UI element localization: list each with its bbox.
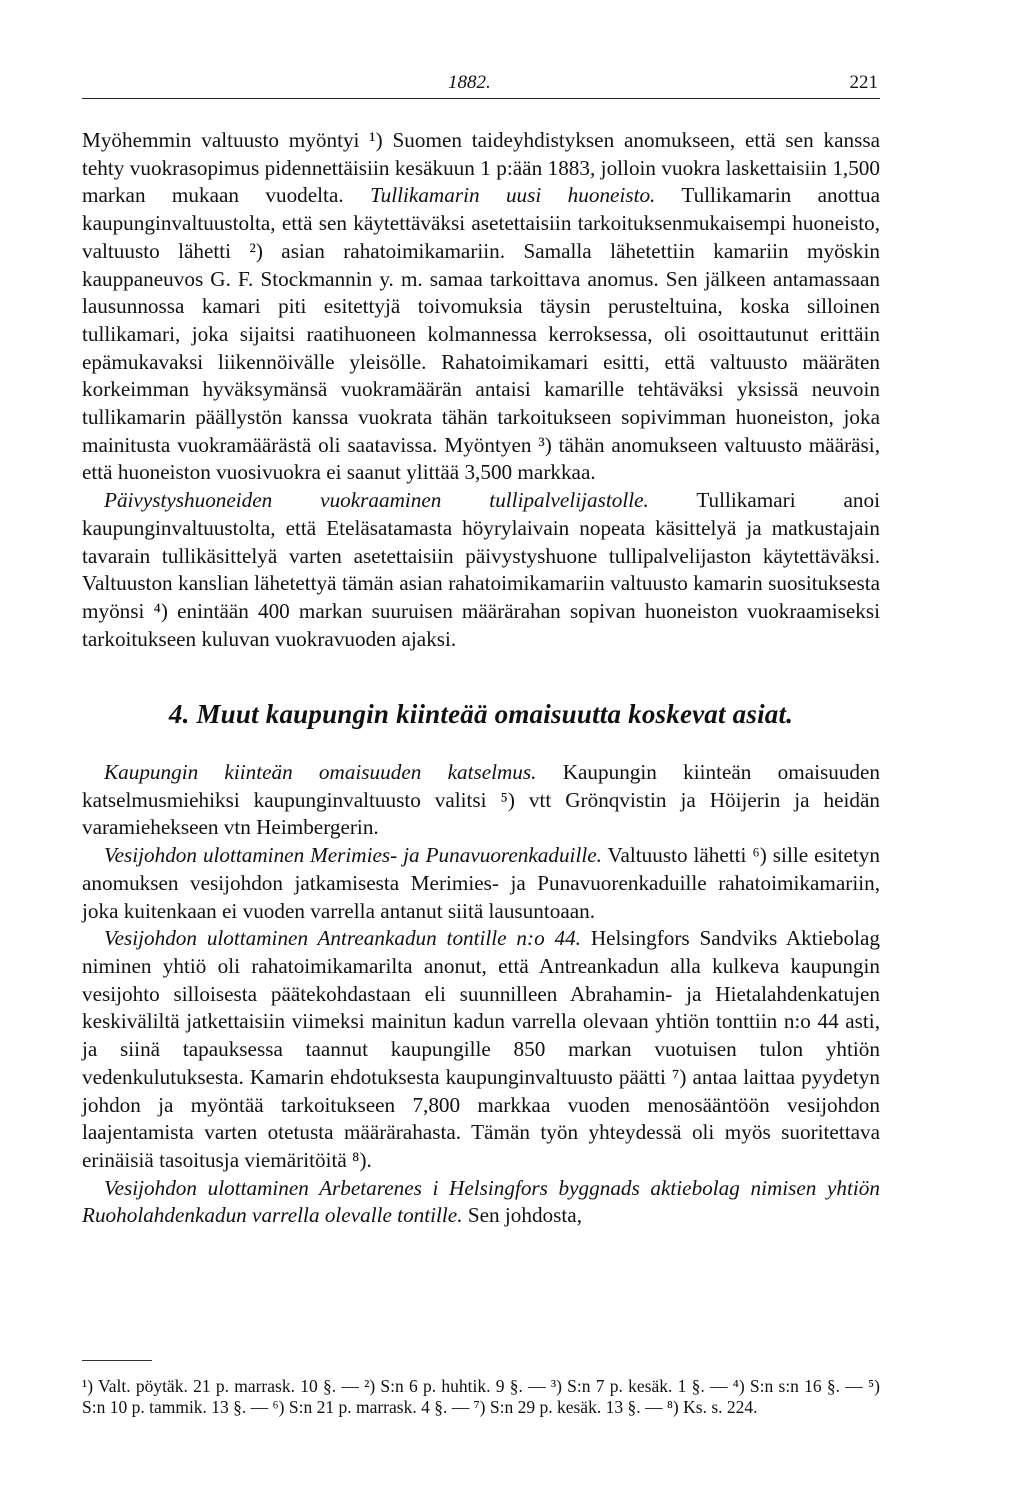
paragraph-text: Valtuusto lähetti ⁶) sille esitetyn anomuksen vesijohdon jatkamisesta Merimies- ja Punavuorenkaduille rahatoimikamariin, joka kuitenkaan ei vuoden varrella antanut siitä lausuntoaan. <box>82 843 880 923</box>
header-year: 1882. <box>448 72 491 93</box>
paragraph-title: Päivystyshuoneiden vuokraaminen tullipalvelijastolle. <box>104 488 649 513</box>
page-number: 221 <box>849 72 878 93</box>
running-header <box>82 72 880 99</box>
paragraph <box>82 127 880 487</box>
main-text <box>82 127 880 1230</box>
paragraph-text: Kaupungin kiinteän omaisuuden katselmusmiehiksi kaupunginvaltuusto valitsi ⁵) vtt Grönqvistin ja Höijerin ja heidän varamiehekseen vtn Heimbergerin. <box>82 760 881 840</box>
paragraph-title: Kaupungin kiinteän omaisuuden katselmus. <box>104 760 537 785</box>
section-heading: 4. Muut kaupungin kiinteää omaisuutta koskevat asiat. <box>168 699 794 730</box>
paragraph <box>82 1175 880 1230</box>
paragraph <box>82 925 880 1174</box>
page <box>82 72 880 1230</box>
paragraph-title: Vesijohdon ulottaminen Merimies- ja Punavuorenkaduille. <box>104 843 602 868</box>
footnotes: ¹) Valt. pöytäk. 21 p. marrask. 10 §. — ²) S:n 6 p. huhtik. 9 §. — ³) S:n 7 p. kesäk. 1 §. — ⁴) S:n s:n 16 §. — ⁵) S:n 10 p. tammik. 13 §. — ⁶) S:n 21 p. marrask. 4 §. — ⁷) S:n 29 p. kesäk. 13 §. — ⁸) Ks. s. 224. <box>82 1376 880 1417</box>
paragraph-text: Helsingfors Sandviks Aktiebolag niminen yhtiö oli rahatoimikamarilta anonut, että Antreankadun alla kulkeva kaupungin vesijohto silloisesta päätekohdastaan eli suunnilleen Abrahamin- ja Hietalahdenkatujen keskiväliltä jatkettaisiin viimeksi mainitun kadun varrella olevaan yhtiön tonttiin n:o 44 asti, ja siinä tapauksessa taannut kaupungille 850 markan vuotuisen tulon yhtiön vedenkulutuksesta. Kamarin ehdotuksesta kaupunginvaltuusto päätti ⁷) antaa laittaa pyydetyn johdon ja myöntää tarkoitukseen 7,800 markkaa vuoden menosääntöön vesijohdon laajentamista varten otetusta määrärahasta. Tämän työn yhteydessä oli myös suoritettava erinäisiä tasoitusja viemäritöitä ⁸). <box>82 926 881 1172</box>
paragraph-text: Myöhemmin valtuusto myöntyi ¹) Suomen taideyhdistyksen anomukseen, että sen kanssa tehty vuokrasopimus pidennettäisiin kesäkuun 1 p:ään 1883, jolloin vuokra laskettaisiin 1,500 markan mukaan vuodelta. <box>82 128 880 208</box>
paragraph-title: Vesijohdon ulottaminen Antreankadun tontille n:o 44. <box>104 926 581 951</box>
paragraph-title: Tullikamarin uusi huoneisto. <box>370 183 656 208</box>
paragraph <box>82 842 880 925</box>
paragraph-title: Vesijohdon ulottaminen Arbetarenes i Helsingfors byggnads aktiebolag nimisen yhtiön Ruoholahdenkadun varrella olevalle tontille. <box>82 1175 880 1228</box>
paragraph <box>82 759 880 842</box>
paragraph-text: Tullikamarin anottua kaupunginvaltuustolta, että sen käytettäväksi asetettaisiin tarkoituksenmukaisempi huoneisto, valtuusto lähetti ²) asian rahatoimikamariin. Samalla lähetettiin kamariin myöskin kauppaneuvos G. F. Stockmannin y. m. samaa tarkoittava anomus. Sen jälkeen antamassaan lausunnossa kamari piti esitettyjä toivomuksia täysin perusteltuina, koska silloinen tullikamari, joka sijaitsi raatihuoneen kolmannessa kerroksessa, oli osoittautunut erittäin epämukavaksi liikennöivälle yleisölle. Rahatoimikamari esitti, että valtuusto määräten korkeimman hyväksymänsä vuokramäärän antaisi kamarille tehtäväksi yksissä neuvoin tullikamarin päällystön kanssa vuokrata tähän tarkoitukseen sopivimman huoneiston, joka mainitusta vuokramäärästä oli saatavissa. Myöntyen ³) tähän anomukseen valtuusto määräsi, että huoneiston vuosivuokra ei saanut ylittää 3,500 markkaa. <box>82 183 881 485</box>
footnote-divider <box>82 1360 152 1361</box>
paragraph-text: Tullikamari anoi kaupunginvaltuustolta, että Eteläsatamasta höyrylaivain nopeata käsittelyä ja matkustajain tavarain tullikäsittelyä varten asetettaisiin päivystyshuone tullipalvelijaston käytettäväksi. Valtuuston kanslian lähetettyä tämän asian rahatoimikamariin valtuusto kamarin suosituksesta myönsi ⁴) enintään 400 markan suuruisen määrärahan sopivan huoneiston vuokraamiseksi tarkoitukseen kuluvan vuokravuoden ajaksi. <box>82 488 881 651</box>
paragraph-text: Sen johdosta, <box>462 1203 582 1228</box>
paragraph <box>82 487 880 653</box>
